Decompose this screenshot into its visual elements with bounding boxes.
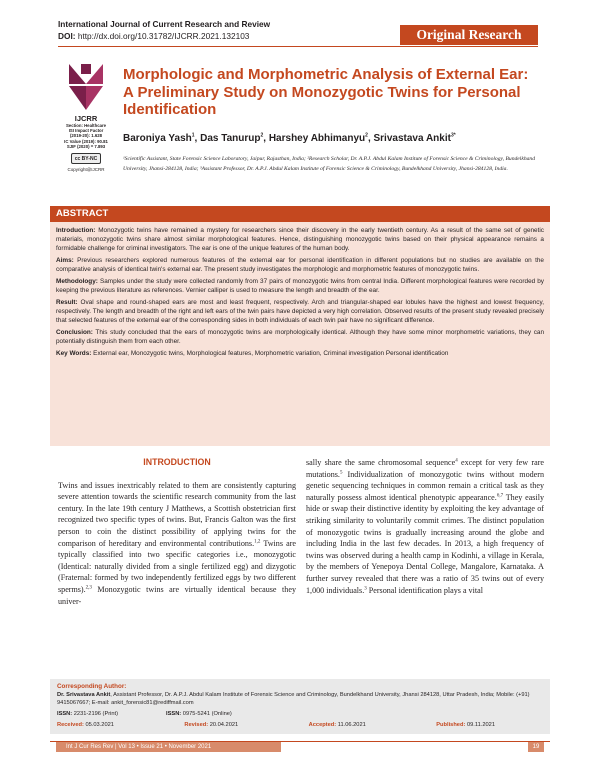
revised-date: 20.04.2021: [209, 722, 239, 728]
abstract-section: Introduction: Monozygotic twins have remained a mystery for researchers since their discovery in the early twentieth century. As a result of the same set of genetic materials, monozygotic twins share almost similar morphological features. Hence, distinguishing monozygotic twins based on their physical appearance remains a formidable challenge for criminal investigators. The ear is one of the unique features of the human body.: [56, 227, 544, 253]
intro-column-left: [58, 457, 296, 607]
issn-print: 2231-2196 (Print): [73, 711, 119, 717]
page-number: 19: [528, 742, 544, 752]
footer-citation: Int J Cur Res Rev | Vol 13 • Issue 21 • November 2021: [56, 742, 281, 752]
article-type-badge: Original Research: [400, 25, 538, 45]
logo-line: Section: Healthcare: [65, 123, 107, 128]
abstract-section: Key Words: External ear, Monozygotic twins, Morphological features, Morphometric variation, Criminal investigation Personal identification: [56, 349, 449, 357]
intro-paragraph: sally share the same chromosomal sequence$^4$ except for very few rare mutations.$^5$ Individualization of monozygotic twins without modern genetic sequencing techniques in common remain a critical task as they naturally possess almost identical phenotypic appearance.$^{6,7}$ They easily hide or swap their distinctive identity by exploiting the key advantage of striking similarity to voluntarily commit crimes. The distinct population of monozygotic twins is gradually increasing around the globe and including India in the last few decades. In 2013, a high frequency of twins was observed during a health camp in Kodinhi, a village in Kerala, by the members of Yenepoya Dental College, Mangalore, Karnataka. A further survey revealed that there was a ratio of 35 twins out of every 1,000 individuals.$^3$ Personal identification plays a vital: [306, 458, 545, 595]
citation-ref[interactable]: 5: [339, 469, 343, 475]
journal-header: [58, 18, 388, 43]
published-date: 09.11.2021: [466, 722, 495, 728]
intro-heading: INTRODUCTION: [143, 457, 211, 467]
logo-line: (2019-20): 1.628: [69, 133, 102, 139]
journal-logo: [60, 62, 112, 172]
intro-column-right: [306, 457, 544, 596]
citation-ref[interactable]: 4: [455, 458, 458, 464]
logo-line: ISI Impact Factor: [68, 128, 104, 134]
abstract-body: [50, 222, 550, 446]
abstract-heading: ABSTRACT: [50, 206, 550, 222]
header-divider: [58, 46, 538, 47]
dates-row: Received: 05.03.2021 Revised: 20.04.2021 Accepted: 11.06.2021 Published: 09.11.2021: [57, 722, 495, 728]
citation-ref[interactable]: 6,7: [496, 493, 504, 499]
ijcrr-logo-icon: [67, 62, 105, 112]
issn-row: ISSN: 2231-2196 (Print) ISSN: 0975-5241 (Online): [57, 711, 232, 717]
logo-line: IC Value (2019): 90.81: [64, 138, 108, 144]
corr-details: Dr. Srivastava Ankit, Assistant Professor, Dr. A.P.J. Abdul Kalam Institute of Forensic Science and Criminology, Bundelkhand University, Jhansi 284128, Uttar Pradesh, India; Mobile: (+91) 9415067667; E-mail: ankit_forensic81@rediffmail.com: [57, 692, 530, 706]
citation-ref[interactable]: 3: [364, 585, 367, 591]
copyright: Copyright@IJCRR: [67, 167, 105, 173]
doi-line: DOI: http://dx.doi.org/10.31782/IJCRR.2021.132103: [58, 31, 250, 41]
corr-heading: Corresponding Author:: [57, 683, 127, 690]
accepted-date: 11.06.2021: [337, 722, 366, 728]
author-name: Baroniya Yash: [123, 133, 192, 144]
page-footer: [50, 741, 550, 751]
citation-ref[interactable]: 1,2: [254, 538, 261, 544]
citation-ref[interactable]: 2,3: [85, 585, 92, 591]
logo-name: IJCRR: [74, 114, 98, 123]
cc-license-icon[interactable]: cc BY-NC: [71, 153, 101, 164]
affiliations: ¹Scientific Assistant, State Forensic Science Laboratory, Jaipur, Rajasthan, India; ²Research Scholar, Dr. A.P.J. Abdul Kalam Institute of Forensic Science & Criminology, Bundelkhand University, Jhansi-284128, India; ³Assistant Professor, Dr. A.P.J. Abdul Kalam Institute of Forensic Science & Criminology, Bundelkhand University, Jhansi-284128, India.: [123, 156, 536, 172]
abstract-section: Conclusion: This study concluded that the ears of monozygotic twins are morphologically identical. Although they have some minor morphometric variations, they can potentially distinguish them from each other.: [56, 328, 544, 345]
issn-online: 0975-5241 (Online): [182, 711, 232, 717]
article-title: Morphologic and Morphometric Analysis of External Ear: A Preliminary Study on Monozygotic Twins for Personal Identification: [123, 66, 529, 118]
author-name: Das Tanurup: [200, 133, 261, 144]
corresponding-author-box: [50, 679, 550, 734]
author-name: Srivastava Ankit: [373, 133, 451, 144]
abstract-section: Aims: Previous researchers explored numerous features of the external ear for personal identification in different populations but no studies are available on the comparative analysis of identical twin's external ear. The present study investigates the morphologic and morphometric features of monozygotic twins.: [56, 256, 544, 274]
author-list: Baroniya Yash$^1$, Das Tanurup$^2$, Harshey Abhimanyu$^2$, Srivastava Ankit$^{3*}$: [123, 132, 456, 144]
abstract-section: Result: Oval shape and round-shaped ears are most and least frequent, respectively. Arch and triangular-shaped ear lobules have the highest and lowest frequency, respectively. The length and breadth of the right and left ears of the twin pairs have depicted a very high correlation. Observed results of the present study revealed precisely that selected features of the external ear of the corresponding sides in both individuals of each twin pair have no significant difference.: [56, 298, 544, 324]
abstract-section: Methodology: Samples under the study were collected randomly from 37 pairs of monozygotic twins from central India. Different morphological features were recorded by keeping the previous literature as references. Vernier calliper is used to measure the length and breadth of the ear.: [56, 277, 544, 294]
received-date: 05.03.2021: [85, 722, 114, 728]
doi-link[interactable]: http://dx.doi.org/10.31782/IJCRR.2021.132103: [77, 31, 250, 41]
journal-name: International Journal of Current Research and Review: [58, 19, 271, 29]
logo-line: SJIF (2020) = 7.893: [66, 143, 106, 149]
author-name: Harshey Abhimanyu: [268, 133, 366, 144]
intro-paragraph: Twins and issues inextricably related to them are consistently capturing severe attention towards the scientific research community from the last century. In the late 19th century J Matthews, a Scottish obstetrician first recognized two specific types of twins. But, Francis Galton was the first person to coin the distinct possibility of applying twins for the comparison of hereditary and environmental contributions.$^{1,2}$ Twins are typically classified into two specific categories i.e., monozygotic (Identical: naturally divided from a single fertilized egg) and dizygotic (Fraternal: formed by two independently fertilized eggs by two different sperms).$^{2,3}$ Monozygotic twins are virtually identical because they univer-: [58, 480, 296, 606]
